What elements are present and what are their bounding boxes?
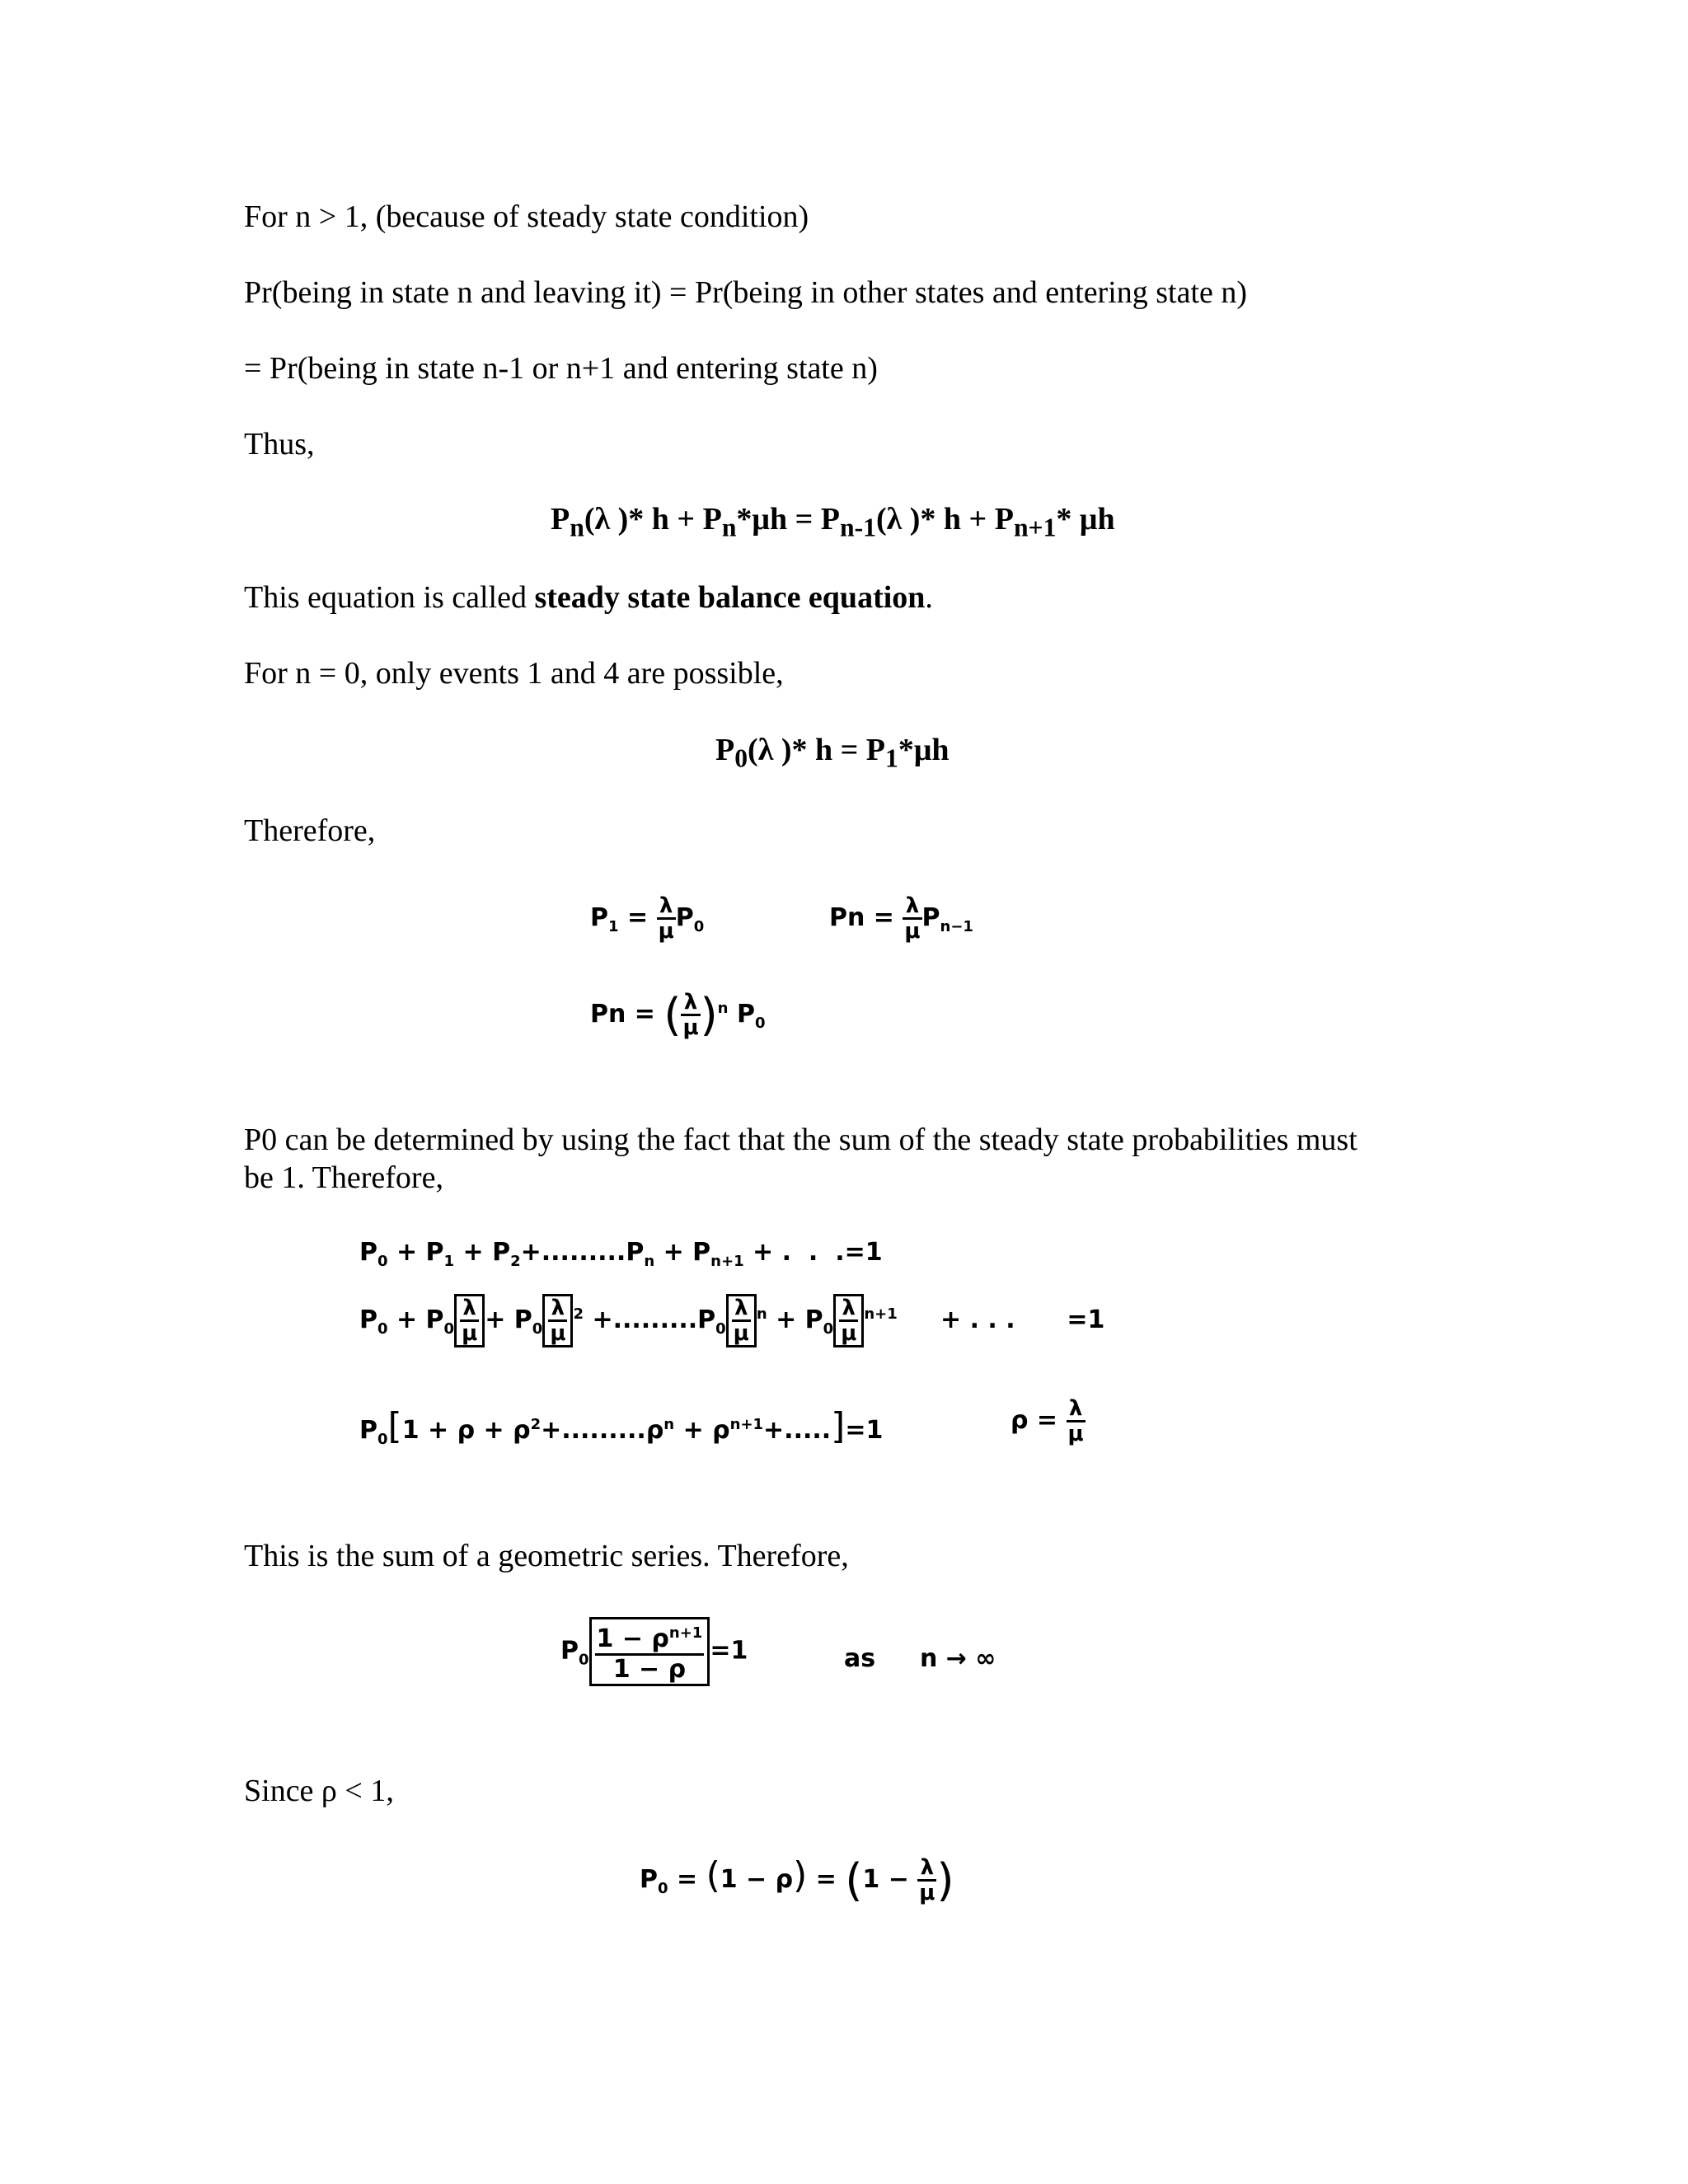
p0-determined-line-2: be 1. Therefore, [244, 1160, 443, 1195]
pr-leaving-line: Pr(being in state n and leaving it) = Pr(being in other states and entering state n) [244, 275, 1248, 310]
balance-note-prefix: This equation is called [244, 580, 535, 615]
pn-closed-formula: Pn = ( $\frac{\lambda}{\mu}$ )$^n$ $P_0$ [590, 989, 766, 1041]
geometric-sum-formula: $P_0$ $\frac{1 - \rho^{n+1}}{1 - \rho}$ =1 [560, 1617, 748, 1686]
p0-equation: $P_0(\lambda$ )* $h = P_1*\mu h$ [715, 733, 950, 773]
balance-note-suffix: . [925, 580, 933, 615]
therefore-line-1: Therefore, [244, 813, 376, 848]
balance-equation: $P_n(\lambda$ )* $h + P_n*\mu h = P_{n-1}(\lambda$ )* $h + P_{n+1}*$ μh [551, 502, 1115, 542]
limit-label: n → ∞ [920, 1644, 996, 1673]
p1-formula: $P_1$ = $\frac{\lambda}{\mu}$ $P_0$ [590, 893, 705, 944]
sum-equation-1: $P_0 + P_1 + P_2+.........P_n + P_{n+1}$ + . . .=1 [359, 1238, 883, 1270]
rho-lambda: λ [1068, 1396, 1083, 1421]
pr-entering-line: = Pr(being in state n-1 or n+1 and entering state n) [244, 351, 878, 386]
rho-definition: ρ = $\frac{\lambda}{\mu}$ [1010, 1396, 1084, 1446]
intro-line: For n > 1, (because of steady state condition) [244, 199, 809, 234]
sum-equation-3: $P_0[1 + \rho + \rho^2+.........\rho^n + \rho^{n+1}+.....]=1$ [359, 1405, 884, 1448]
pn-recursive-formula: Pn = $\frac{\lambda}{\mu}$ $P_{n-1}$ [829, 893, 973, 944]
rho-mu: μ [1067, 1422, 1084, 1446]
p0-determined-line-1: P0 can be determined by using the fact that the sum of the steady state probabilities must [244, 1122, 1357, 1157]
geometric-line: This is the sum of a geometric series. Therefore, [244, 1539, 849, 1573]
rho-symbol: ρ [1010, 1406, 1029, 1435]
sum-dots: + . . . [940, 1305, 1015, 1334]
as-label: as [844, 1644, 876, 1673]
balance-note-bold: steady state balance equation [534, 580, 926, 615]
n-zero-line: For n = 0, only events 1 and 4 are possible, [244, 656, 784, 691]
balance-note [244, 579, 933, 616]
sum-equals-one: =1 [1067, 1305, 1105, 1334]
p0-final-formula: $P_0 = (1 - \rho) = (1$ − $\frac{\lambda}{\mu}$ ) [640, 1854, 954, 1906]
thus-line: Thus, [244, 427, 315, 462]
sum-equation-2: $P_0 + P_0$ $\frac{\lambda}{\mu}$ + $P_0$ $\frac{\lambda}{\mu}$ $^2 +.........P_0$ $\frac{\lambda}{\mu}$ $^n + P_0$ $\frac{\lambda}{\mu}$ $^{n+1}$ + . . . =1 [359, 1296, 1105, 1346]
since-rho-line: Since ρ < 1, [244, 1774, 394, 1808]
